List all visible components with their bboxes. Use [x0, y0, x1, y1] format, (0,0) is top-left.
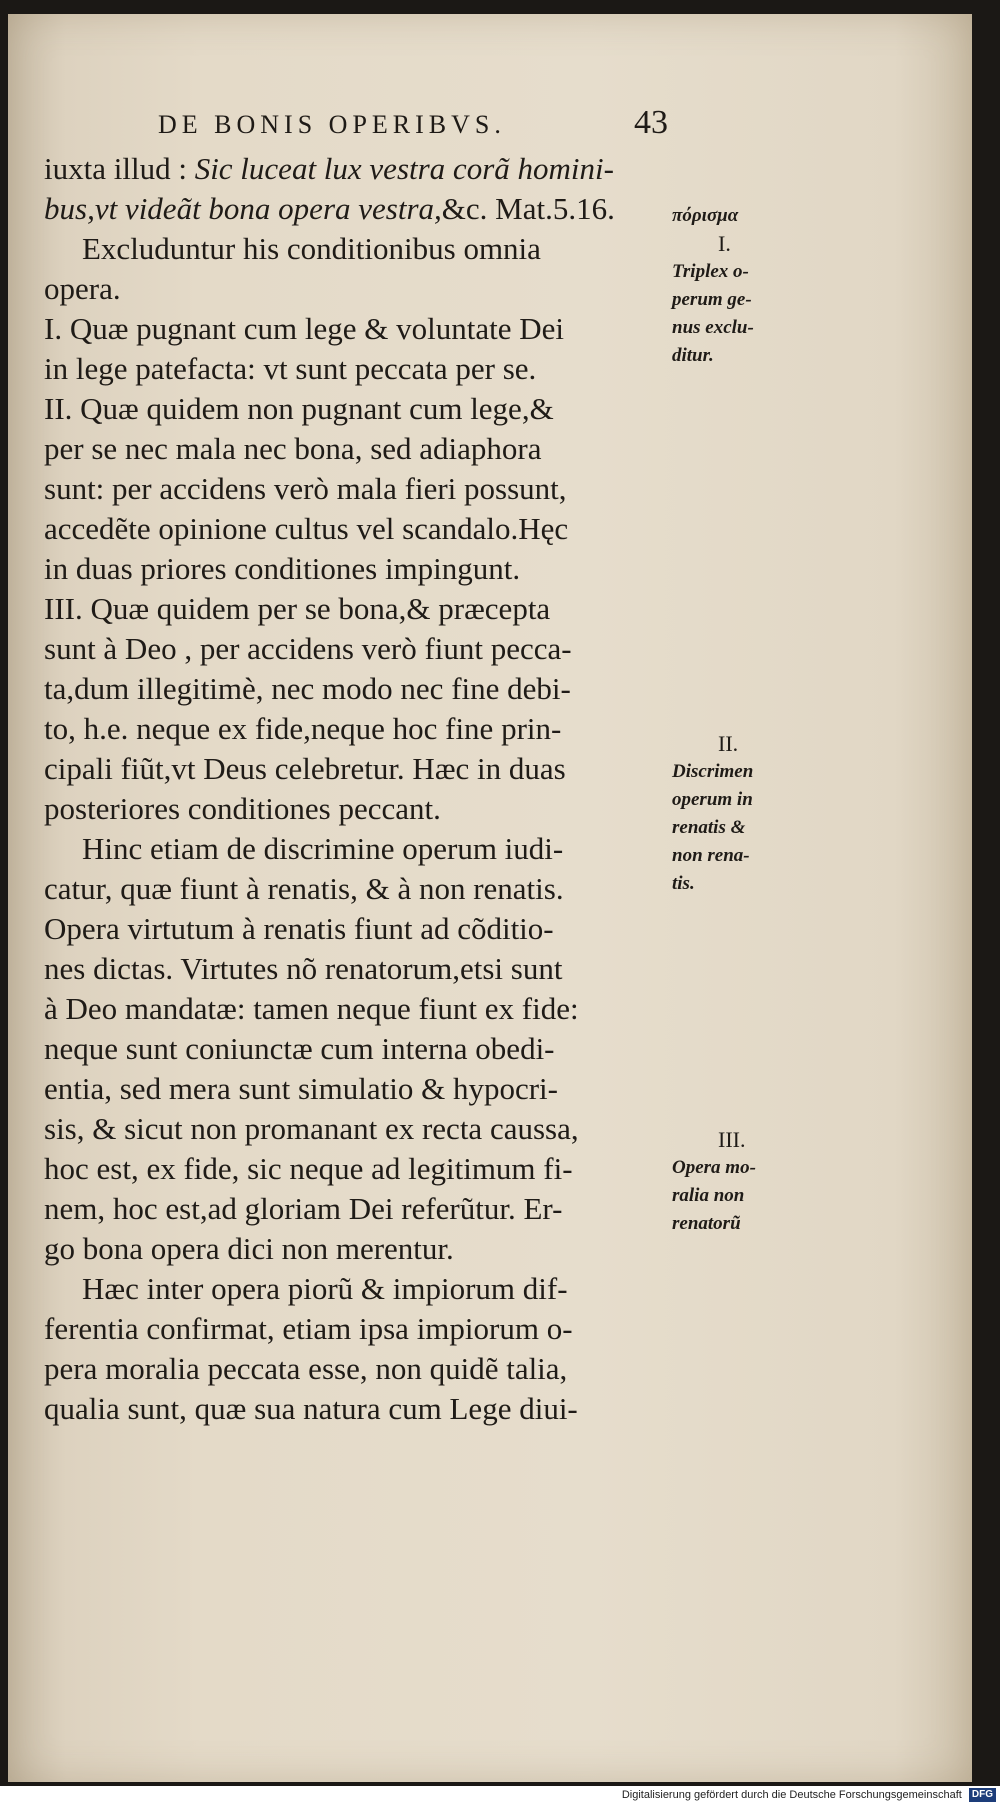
marginal-number: III.	[718, 1127, 746, 1152]
text-line	[44, 1069, 664, 1109]
text-line	[44, 629, 664, 669]
text-line-roman: pera moralia peccata esse, non quidẽ talia,	[44, 1351, 568, 1386]
text-line	[44, 1029, 664, 1069]
marginal-line: perum ge-	[672, 289, 752, 310]
marginal-line: Triplex o-	[672, 261, 749, 282]
text-line	[44, 189, 664, 229]
text-line	[44, 1389, 664, 1429]
text-line-roman: I. Quæ pugnant cum lege & voluntate Dei	[44, 311, 564, 346]
text-line-roman: sunt: per accidens verò mala fieri possunt,	[44, 471, 567, 506]
text-line	[44, 469, 664, 509]
text-line	[44, 669, 664, 709]
text-line-roman: nes dictas. Virtutes nõ renatorum,etsi sunt	[44, 951, 563, 986]
text-line	[44, 589, 664, 629]
text-line-italic: bus,vt videãt bona opera vestra,	[44, 191, 442, 226]
text-line-roman: go bona opera dici non merentur.	[44, 1231, 454, 1266]
text-line-roman: per se nec mala nec bona, sed adiaphora	[44, 431, 542, 466]
text-line	[44, 269, 664, 309]
page-number: 43	[634, 104, 668, 141]
text-line-roman: in lege patefacta: vt sunt peccata per se.	[44, 351, 537, 386]
marginal-line: non rena-	[672, 845, 750, 866]
text-line	[44, 1189, 664, 1229]
text-line-roman: cipali fiũt,vt Deus celebretur. Hæc in duas	[44, 751, 566, 786]
text-line	[44, 549, 664, 589]
text-line-italic: Sic luceat lux vestra corã homini-	[194, 151, 614, 186]
text-line-roman: III. Quæ quidem per se bona,& præcepta	[44, 591, 551, 626]
marginal-note-discrimen	[672, 730, 802, 898]
footer-credit-text: Digitalisierung gefördert durch die Deutsche Forschungsgemeinschaft	[621, 1789, 962, 1801]
text-line-roman: catur, quæ fiunt à renatis, & à non renatis.	[44, 871, 564, 906]
text-line	[44, 1309, 664, 1349]
text-line-roman: posteriores conditiones peccant.	[44, 791, 441, 826]
text-line	[44, 389, 664, 429]
marginal-line: operum in	[672, 789, 753, 810]
marginal-line: renatorũ	[672, 1213, 741, 1234]
marginal-line: ditur.	[672, 345, 714, 366]
marginal-line: Opera mo-	[672, 1157, 756, 1178]
text-line	[44, 869, 664, 909]
text-line-roman: to, h.e. neque ex fide,neque hoc fine prin-	[44, 711, 562, 746]
marginal-line: nus exclu-	[672, 317, 754, 338]
marginal-line: tis.	[672, 873, 695, 894]
text-line	[44, 149, 664, 189]
marginal-note-porisma	[672, 202, 802, 370]
book-page	[8, 14, 972, 1782]
text-line-roman: hoc est, ex fide, sic neque ad legitimum fi-	[44, 1151, 573, 1186]
text-line	[44, 1269, 664, 1309]
text-line	[44, 1349, 664, 1389]
text-line	[44, 909, 664, 949]
marginal-line: Discrimen	[672, 761, 754, 782]
text-line-roman: ta,dum illegitimè, nec modo nec fine debi-	[44, 671, 571, 706]
body-text	[44, 149, 664, 1429]
text-line	[44, 989, 664, 1029]
text-line-roman: Opera virtutum à renatis fiunt ad cõditio-	[44, 911, 554, 946]
text-line	[44, 229, 664, 269]
text-line-roman: qualia sunt, quæ sua natura cum Lege diui-	[44, 1391, 578, 1426]
text-line-roman: à Deo mandatæ: tamen neque fiunt ex fide:	[44, 991, 579, 1026]
footer-credit-bar	[0, 1786, 1000, 1805]
text-line	[44, 349, 664, 389]
marginal-line: πόρισμα	[672, 205, 739, 226]
text-line	[44, 429, 664, 469]
text-line-roman: iuxta illud :	[44, 151, 195, 186]
text-line	[44, 749, 664, 789]
text-line	[44, 1149, 664, 1189]
marginal-line: ralia non	[672, 1185, 745, 1206]
text-line-roman: Excluduntur his conditionibus omnia	[82, 231, 541, 266]
text-line-roman: nem, hoc est,ad gloriam Dei referũtur. Er-	[44, 1191, 563, 1226]
text-line	[44, 1229, 664, 1269]
text-line	[44, 509, 664, 549]
text-line-roman: Hinc etiam de discrimine operum iudi-	[82, 831, 564, 866]
marginal-number: II.	[718, 731, 739, 756]
text-line	[44, 949, 664, 989]
text-line-roman: sunt à Deo , per accidens verò fiunt pecca-	[44, 631, 572, 666]
marginal-number: I.	[718, 231, 731, 256]
text-line-roman: entia, sed mera sunt simulatio & hypocri-	[44, 1071, 558, 1106]
text-line	[44, 709, 664, 749]
dfg-logo: DFG	[969, 1788, 996, 1802]
marginal-note-opera-moralia	[672, 1126, 802, 1238]
text-line	[44, 309, 664, 349]
running-title: DE BONIS OPERIBVS.	[158, 110, 506, 139]
marginal-line: renatis &	[672, 817, 746, 838]
text-line-roman: sis, & sicut non promanant ex recta caussa,	[44, 1111, 579, 1146]
text-line-roman: ferentia confirmat, etiam ipsa impiorum o-	[44, 1311, 573, 1346]
text-line-roman: accedẽte opinione cultus vel scandalo.Hęc	[44, 511, 569, 546]
text-line-roman: II. Quæ quidem non pugnant cum lege,&	[44, 391, 554, 426]
text-line	[44, 789, 664, 829]
text-line-roman: opera.	[44, 271, 121, 306]
text-line-roman: in duas priores conditiones impingunt.	[44, 551, 521, 586]
text-line-roman: neque sunt coniunctæ cum interna obedi-	[44, 1031, 555, 1066]
text-line	[44, 829, 664, 869]
text-line-tail: &c. Mat.5.16.	[441, 191, 615, 226]
text-line-roman: Hæc inter opera piorũ & impiorum dif-	[82, 1271, 568, 1306]
text-line	[44, 1109, 664, 1149]
